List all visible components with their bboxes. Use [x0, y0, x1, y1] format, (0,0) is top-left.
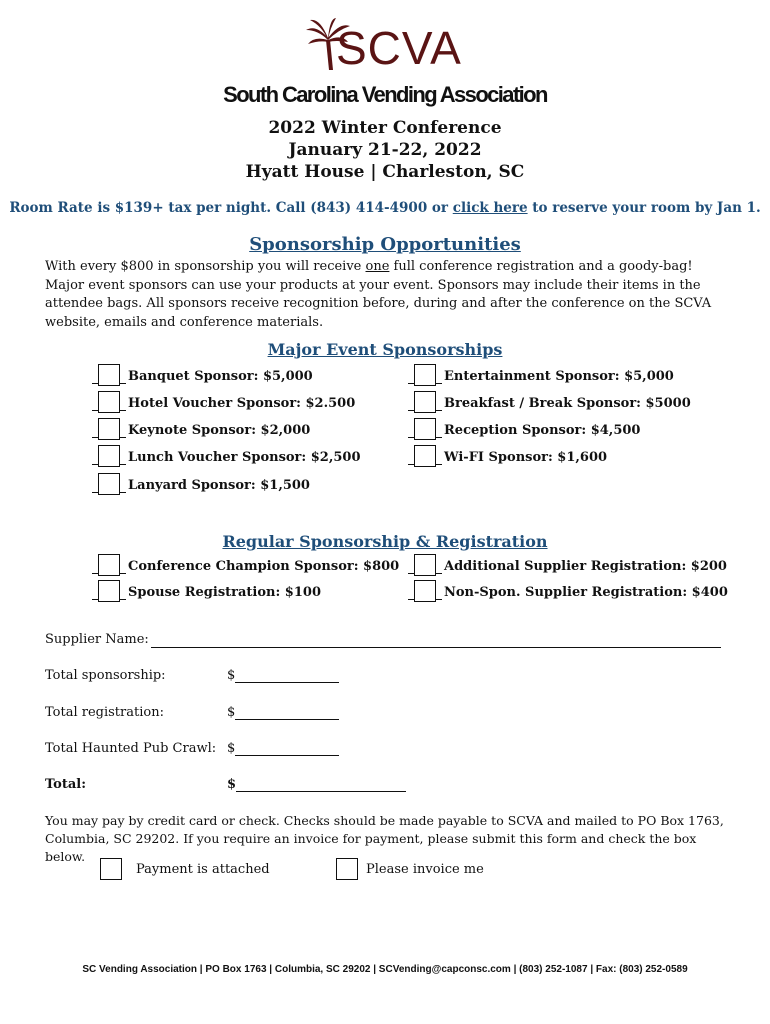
- supplier-name-input[interactable]: [151, 647, 721, 648]
- total-sponsorship-label: Total sponsorship:: [45, 668, 166, 683]
- checkbox[interactable]: [414, 391, 436, 413]
- checkbox[interactable]: [414, 364, 436, 386]
- total-row: Total: $: [45, 777, 735, 792]
- room-rate-text: [0, 200, 770, 216]
- total-registration-row: Total registration: $: [45, 705, 735, 720]
- regular-sponsorship-title: Regular Sponsorship & Registration: [222, 532, 548, 551]
- intro-underlined: one: [365, 259, 390, 274]
- total-crawl-label: Total Haunted Pub Crawl:: [45, 741, 217, 756]
- checkbox[interactable]: [98, 473, 120, 495]
- association-name: South Carolina Vending Association: [223, 82, 547, 107]
- total-sponsorship-row: Total sponsorship: $: [45, 668, 735, 683]
- checkbox[interactable]: [98, 364, 120, 386]
- checkbox[interactable]: [98, 391, 120, 413]
- total-crawl-row: Total Haunted Pub Crawl: $: [45, 741, 735, 756]
- total-sponsorship-input[interactable]: [235, 668, 339, 683]
- total-label: Total:: [45, 777, 87, 792]
- checkbox[interactable]: [98, 445, 120, 467]
- conference-title: 2022 Winter Conference: [268, 118, 502, 138]
- payment-attached-label: Payment is attached: [136, 862, 270, 877]
- checkbox[interactable]: [414, 580, 436, 602]
- logo-text: SCVA: [336, 22, 462, 74]
- checkbox[interactable]: [414, 554, 436, 576]
- checkbox[interactable]: [414, 418, 436, 440]
- checkbox[interactable]: [98, 554, 120, 576]
- checkbox[interactable]: [98, 580, 120, 602]
- total-crawl-input[interactable]: [235, 741, 339, 756]
- checkbox[interactable]: [100, 858, 122, 880]
- total-registration-input[interactable]: [235, 705, 339, 720]
- payment-instructions: You may pay by credit card or check. Checks should be made payable to SCVA and mailed to PO Box 1763, Columbia, SC 29202. If you require an invoice for payment, please submit this form and check the box below.: [45, 813, 724, 864]
- conference-dates: January 21-22, 2022: [288, 140, 482, 160]
- total-input[interactable]: [236, 777, 406, 792]
- checkbox[interactable]: [98, 418, 120, 440]
- footer-contact: SC Vending Association | PO Box 1763 | Columbia, SC 29202 | SCVending@capconsc.com | (803) 252-1087 | Fax: (803) 252-0589: [82, 964, 688, 975]
- scva-logo: [300, 16, 470, 76]
- sponsorship-intro: [45, 258, 735, 332]
- supplier-name-label: Supplier Name:: [45, 632, 149, 647]
- intro-part-a: With every $800 in sponsorship you will receive: [45, 259, 366, 274]
- sponsorship-title: Sponsorship Opportunities: [249, 234, 521, 255]
- room-rate-before: Room Rate is $139+ tax per night. Call (843) 414-4900 or: [9, 200, 453, 216]
- room-rate-after: to reserve your room by Jan 1.: [527, 200, 761, 216]
- checkbox[interactable]: [414, 445, 436, 467]
- intro-part-b: full conference registration and a goody-bag! Major event sponsors can use your products at your event. Sponsors may include their items in the attendee bags. All sponsors receive recognition before, during and after the conference on the SCVA website, emails and conference materials.: [45, 259, 712, 330]
- conference-venue: Hyatt House | Charleston, SC: [245, 162, 525, 182]
- reserve-room-link[interactable]: click here: [452, 200, 528, 216]
- invoice-me-label: Please invoice me: [366, 862, 484, 877]
- checkbox[interactable]: [336, 858, 358, 880]
- major-sponsorships-title: Major Event Sponsorships: [267, 340, 503, 359]
- total-registration-label: Total registration:: [45, 705, 164, 720]
